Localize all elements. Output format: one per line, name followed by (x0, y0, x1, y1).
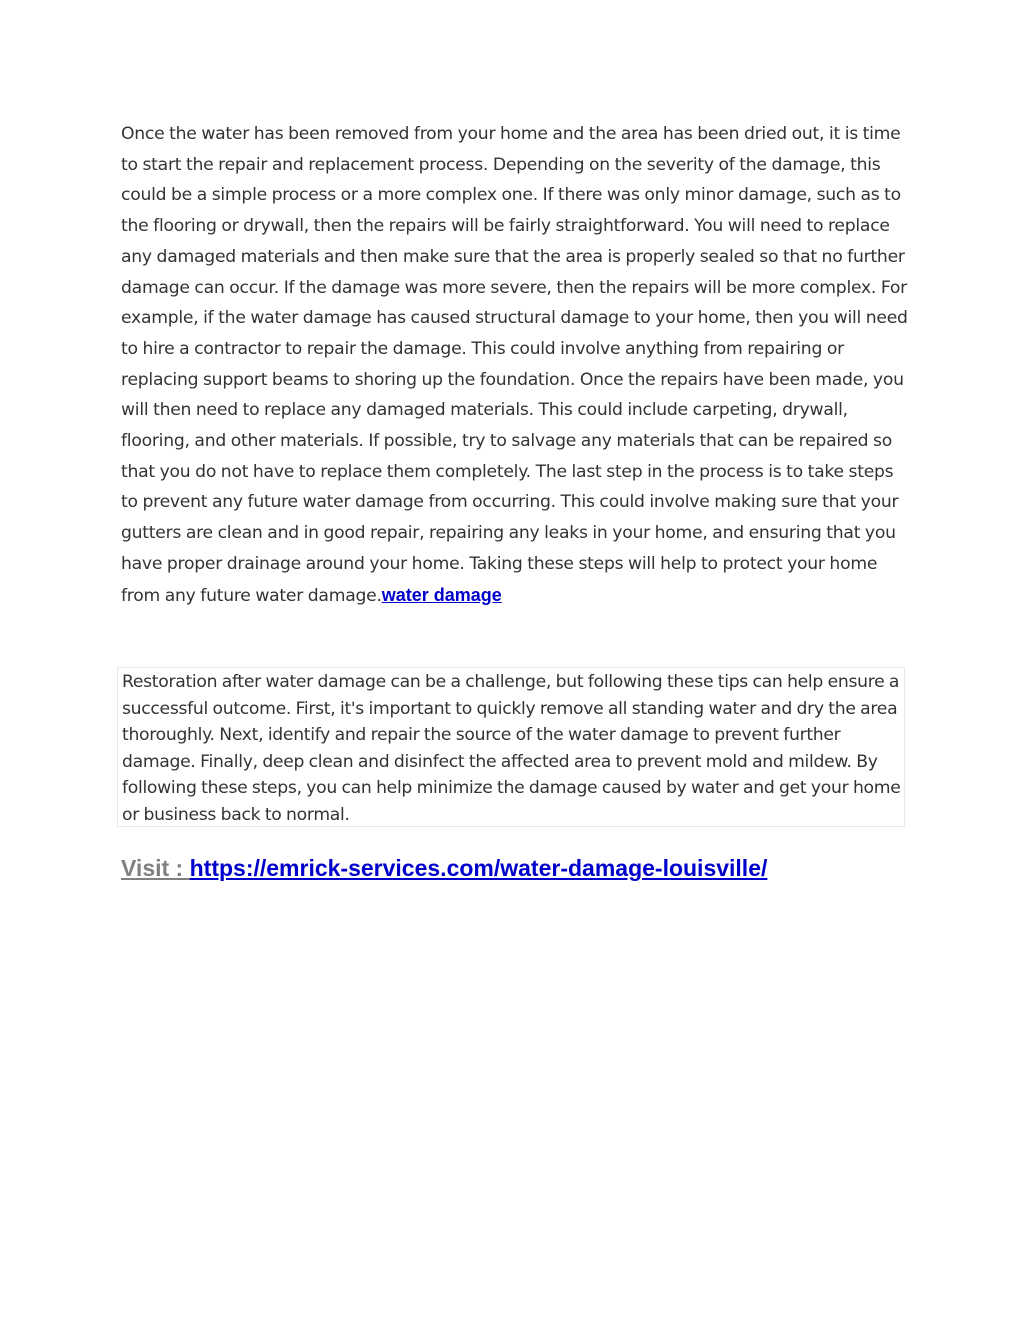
paragraph-repair-process (121, 119, 911, 611)
visit-line (121, 852, 767, 884)
restoration-tips-box (117, 667, 905, 827)
paragraph-restoration-tips: Restoration after water damage can be a challenge, but following these tips can help ensure a successful outcome. First, it's important to quickly remove all standing water and dry the area thoroughly. Next, identify and repair the source of the water damage to prevent further damage. Finally, deep clean and disinfect the affected area to prevent mold and mildew. By following these steps, you can help minimize the damage caused by water and get your home or business back to normal. (122, 672, 901, 825)
visit-label: Visit : (121, 855, 190, 881)
water-damage-link[interactable]: water damage (381, 584, 502, 605)
paragraph-repair-process-text: Once the water has been removed from your home and the area has been dried out, it is time to start the repair and replacement process. Depending on the severity of the damage, this could be a simple process or a more complex one. If there was only minor damage, such as to the flooring or drywall, then the repairs will be fairly straightforward. You will need to replace any damaged materials and then make sure that the area is properly sealed so that no further damage can occur. If the damage was more severe, then the repairs will be more complex. For example, if the water damage has caused structural damage to your home, then you will need to hire a contractor to repair the damage. This could involve anything from repairing or replacing support beams to shoring up the foundation. Once the repairs have been made, you will then need to replace any damaged materials. This could include carpeting, drywall, flooring, and other materials. If possible, try to salvage any materials that can be repaired so that you do not have to replace them completely. The last step in the process is to take steps to prevent any future water damage from occurring. This could involve making sure that your gutters are clean and in good repair, repairing any leaks in your home, and ensuring that you have proper drainage around your home. Taking these steps will help to protect your home from any future water damage. (121, 124, 908, 606)
visit-url-link[interactable]: https://emrick-services.com/water-damage-louisville/ (189, 855, 768, 881)
